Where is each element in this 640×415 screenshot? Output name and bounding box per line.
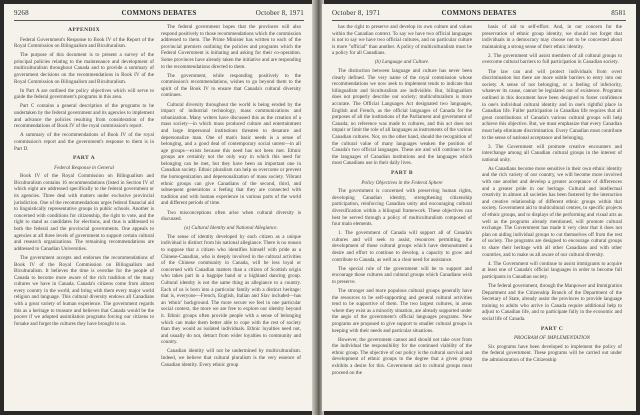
paragraph: has the right to preserve and develop its own culture and values within the Canadian context. To say we have two official languages is not to say we have two official cultures, and no particular culture is more "official" than another. A policy of multiculturalism must be a policy for all Canadians.	[332, 24, 472, 57]
right-date: October 8, 1971	[332, 9, 381, 17]
paragraph: Two misconceptions often arise when cultural diversity is discussed.	[161, 209, 301, 223]
right-page	[322, 4, 636, 411]
section-subheading: (b) Language and Culture.	[374, 59, 430, 66]
paragraph: Six programs have been developed to implement the policy of the federal government. These programs will be carried out under the administration of the Citizenship	[482, 343, 622, 363]
paragraph: Book IV of the Royal Commission on Bilingualism and Biculturalism contains 16 recommendations (listed in Section IV of which eight are addressed specifically to the federal government or its agencies. Three deal with matters under exclusive provincial jurisdiction. One of the recommendations urges federal financial aid to linguistically representative groups in public schools. Another is concerned with conditions for citizenship, the right to vote, and the right to stand as candidates for elections, and thus is addressed to both the federal and the provincial governments. One appeals to agencies at all three levels of government to support certain cultural and research organizations. The remaining recommendations are addressed to Canadian Universities.	[14, 173, 154, 252]
paragraph: 1. The government of Canada will support all of Canada's cultures and will seek to assist, resources permitting, the development of those cultural groups which have demonstrated a desire and effort to continue to develop, a capacity to grow and contribute to Canada, as well as a clear need for assistance.	[332, 230, 472, 263]
left-column-2	[161, 24, 301, 409]
section-heading: PART A	[72, 155, 96, 162]
left-header-rule	[14, 20, 304, 21]
paragraph: 3. The Government will promote creative encounters and interchange among all Canadian cultural groups in the interest of national unity.	[482, 143, 622, 163]
left-journal-title: COMMONS DEBATES	[121, 9, 197, 17]
paragraph: 4. The Government will continue to assist immigrants to acquire at least one of Canada's official languages in order to become full participants in Canadian society.	[482, 260, 622, 280]
paragraph: The law can and will protect individuals from overt discrimination but there are more subtle barriers to entry into our society. A sense of not belonging, or a feeling of inferiority, whatever its cause, cannot be legislated out of existence. Programs outlined in this document have been designed to foster confidence in one's individual cultural identity and in one's rightful place in Canadian life. Fuller participation in Canadian life requires that all great contributions of Canada's various cultural groups will help achieve this objective. But, we must emphasize that every Canadian must help eliminate discrimination. Every Canadian must contribute to the sense of national acceptance and belonging.	[482, 68, 622, 141]
paragraph: The distinction between language and culture has never been clearly defined. The very name of the royal commission whose recommendations we now seek to implement tends to indicate that bilingualism and biculturalism are indivisible. But, bilingualism does not properly describe our society; multiculturalism is more accurate. The Official Languages Act designated two languages, English and French, as the official languages of Canada for the purposes of all the institutions of the Parliament and government of Canada; no reference was made to cultures, and this act does not impair or limit the role of all languages as instruments of the various Canadian cultures. Nor, on the other hand, should the recognition of the cultural value of many languages weaken the position of Canada's two official languages. These are and will continue to be the languages of Canadian institutions and the languages which most Canadians use in their daily lives.	[332, 68, 472, 167]
left-page-number: 9268	[14, 9, 29, 17]
paragraph: The government accepts and endorses the recommendations of Book IV of the Royal Commission on Bilingualism and Biculturalism. It believes the time is overdue for the people of Canada to become more aware of the rich tradition of the many cultures we have in Canada. Canada's citizens come from almost every country in the world, and bring with them every major world religion and language. This cultural diversity endows all Canadians with a great variety of human experience. The government regards this as a heritage to treasure and believes that Canada would be the poorer if we adopted assimilation programs forcing our citizens to forsake and forget the cultures they have brought to us.	[14, 254, 154, 327]
right-page-number: 8581	[611, 9, 626, 17]
paragraph: 2. The government will assist members of all cultural groups to overcome cultural barriers to full participation in Canadian society.	[482, 52, 622, 66]
paragraph: The sense of identity developed by each citizen as a unique individual is distinct from his national allegiance. There is no reason to suppose that a citizen who identifies himself with pride as a Chinese-Canadian, who is deeply involved in the cultural activities of the Chinese community in Canada, will be less loyal or concerned with Canadian matters than a citizen of Scottish origin who takes part in a bagpipe band or a highland dancing group. Cultural identity is not the same thing as allegiance to a country. Each of us is born into a particular family with a distinct heritage: that is, everyone—French, English, Italian and Slav included—has an 'ethnic' background. The more secure we feel in one particular social context, the more we are free to explore our identity beyond it. Ethnic groups often provide people with a sense of belonging which can make them better able to cope with the rest of society than they would as isolated individuals. Ethnic loyalties need not, and usually do not, detract from wider loyalties to community and country.	[161, 233, 301, 346]
paragraph: Canadian identity will not be undermined by multiculturalism. Indeed, we believe that cultural pluralism is the very essence of Canadian identity. Every ethnic group	[161, 348, 301, 368]
right-column-2	[482, 24, 622, 409]
paragraph: In Part A are outlined the policy objectives which will serve to guide the federal government's programs in this area.	[14, 87, 154, 101]
section-heading: APPENDIX	[67, 27, 101, 33]
section-heading: PART C	[540, 325, 564, 332]
left-page	[4, 4, 314, 411]
right-header-rule	[332, 20, 626, 21]
section-subheading: Policy Objectives in the Federal Sphere	[361, 179, 443, 186]
right-column-1	[332, 24, 472, 409]
paragraph: Cultural diversity throughout the world is being eroded by the impact of industrial technology, mass communications and urbanization. Many writers have discussed this as the creation of a mass society—in which mass produced culture and entertainment and large impersonal institutions threaten to denature and depersonalize man. One of man's basic needs is a sense of belonging, and a good deal of contemporary social unrest—in all age groups—exists because this need has not been met. Ethnic groups are certainly not the only way in which this need for belonging can be met, but they have been an important one in Canadian society. Ethnic pluralism can help us overcome or prevent the homogenization and depersonalization of mass society. Vibrant ethnic groups can give Canadians of the second, third, and subsequent generations a feeling that they are connected with tradition and with human experience in various parts of the world and different periods of time.	[161, 101, 301, 207]
section-subheading: Federal Response in General	[54, 164, 114, 171]
paragraph: The government, while responding positively to the commission's recommendations, wishes to go beyond them to the spirit of the Book IV to ensure that Canada's cultural diversity continues.	[161, 72, 301, 99]
right-journal-title: COMMONS DEBATES	[441, 9, 517, 17]
left-date: October 8, 1971	[255, 9, 304, 17]
paragraph: The government is concerned with preserving human rights, developing Canadian identity, strengthening citizenship participation, reinforcing Canadian unity and encouraging cultural diversification within a bilingual framework. These objectives can best be served through a policy of multiculturalism composed of four main elements.	[332, 188, 472, 228]
section-subheading: PROGRAM OF IMPLEMENTATION	[513, 335, 591, 342]
paragraph: The special role of the government will be to support and encourage those cultures and cultural groups which Canadians wish to preserve.	[332, 265, 472, 285]
paragraph: basis of aid to self-effort. And, in our concern for the preservation of ethnic group identity, we should not forget that individuals in a democracy may choose not to be concerned about maintaining a strong sense of their ethnic identity.	[482, 24, 622, 50]
paragraph: However, the government cannot and should not take over from the individual the responsibility for the continued viability of the ethnic group. The objective of our policy is the cultural survival and development of ethnic groups to the degree that a given group exhibits a desire for this. Government aid to cultural groups must proceed on the	[332, 336, 472, 376]
paragraph: Part C contains a general description of the programs to be undertaken by the federal government and its agencies to implement and advance the policies resulting from consideration of the recommendations of Book IV of the royal commission's report.	[14, 103, 154, 130]
paragraph: As Canadians become more sensitive in their own ethnic identity and the rich variety of our country, we will become more involved with one another and develop a greater acceptance of differences and a greater pride in our heritage. Cultural and intellectual creativity in almost all societies has been fostered by the interaction and creative relationship of different ethnic groups within that society. Government aid to multicultural centres, to specific projects of ethnic groups, and to displays of the performing and visual arts as well as the programs already mentioned, will promote cultural exchange. The Government has made it very clear that it does not plan on aiding individual groups to cut themselves off from the rest of society. The programs are designed to encourage cultural groups to share their heritage with all other Canadians and with other countries, and to make us all aware of our cultural diversity.	[482, 165, 622, 258]
paragraph: The stronger and more populous cultural groups generally have the resources to be self-supporting and general cultural activities tend to be supportive of them. The two largest cultures, in areas where they exist as a minority situation, are already supported under the aegis of the government's official languages programs. New programs are proposed to give support to smaller cultural groups in keeping with their needs and particular situations.	[332, 287, 472, 334]
section-heading: PART B	[390, 169, 414, 176]
paragraph: The federal government, through the Manpower and Immigration Department and the Citizenship Branch of the Department of the Secretary of State, already assist the provinces to provide language training to adults who arrive in Canada require additional help to adjust to Canadian life, and to participate fully in the economic and social life of Canada.	[482, 282, 622, 322]
paragraph: Federal Government's Response to Book IV of the Report of the Royal Commission on Bilingualism and Biculturalism.	[14, 36, 154, 50]
paragraph: The purpose of this document is to present a survey of the principal policies relating to the maintenance and development of multiculturalism throughout Canada and to provide a summary of government decisions on the recommendations in Book IV of the Royal Commission on Bilingualism and Biculturalism.	[14, 52, 154, 85]
paragraph: The federal government hopes that the provinces will also respond positively to those recommendations which the commission addressed to them. The Prime Minister has written to each of the provincial premiers outlining the policies and programs which the Federal Government is initiating and asking for their co-operation. Some provinces have already taken the initiative and are responding to the recommendations directed to them.	[161, 24, 301, 70]
section-subheading: (a) Cultural Identity and National Allegiance.	[184, 225, 278, 232]
paragraph: A summary of the recommendations of Book IV of the royal commission's report and the government's response to them is in Part D.	[14, 132, 154, 152]
left-column-1	[14, 24, 154, 409]
